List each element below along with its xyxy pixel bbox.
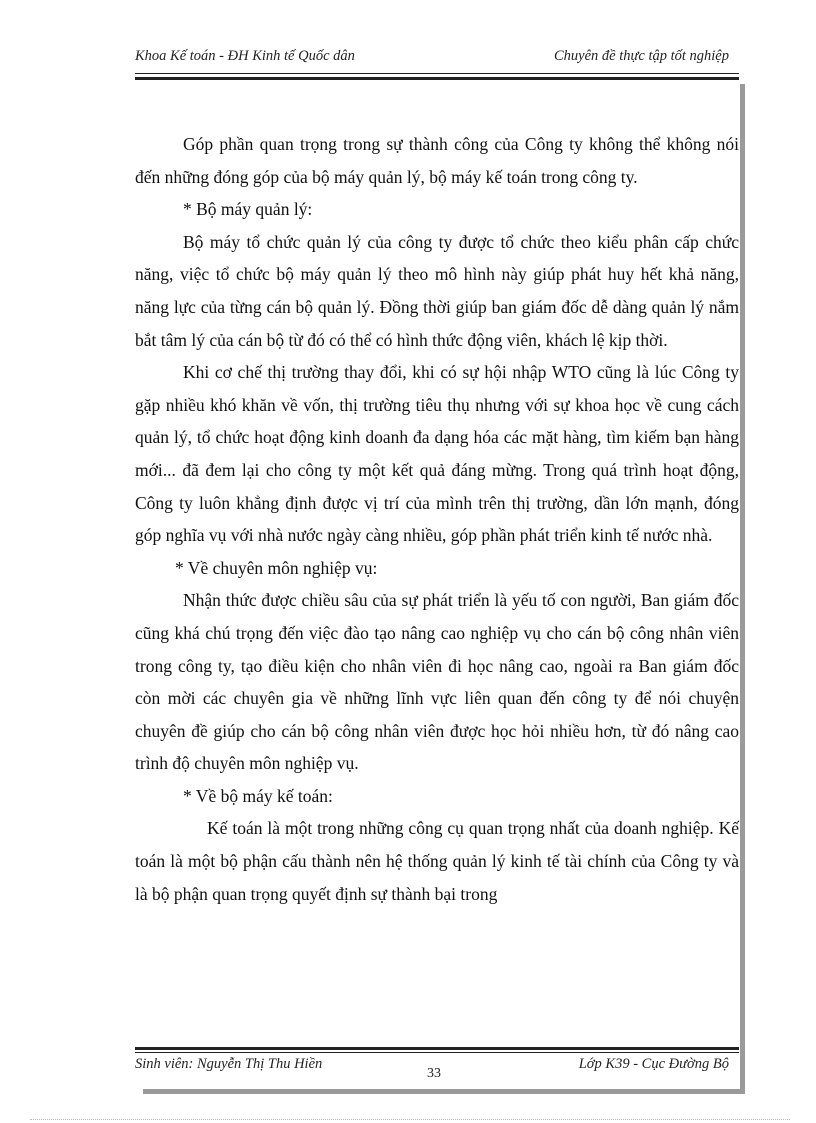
header-report-title: Chuyên đề thực tập tốt nghiệp xyxy=(553,48,729,64)
footer-student-name: Sinh viên: Nguyễn Thị Thu Hiền xyxy=(135,1056,323,1072)
header-faculty: Khoa Kế toán - ĐH Kinh tế Quốc dân xyxy=(135,48,355,64)
page-number: 33 xyxy=(427,1066,441,1081)
footer-class: Lớp K39 - Cục Đường Bộ xyxy=(578,1056,729,1072)
heading-accounting: * Về bộ máy kế toán: xyxy=(183,785,333,806)
paragraph-accounting: Kế toán là một trong những công cụ quan trọng nhất của doanh nghiệp. Kế toán là một bộ phận cấu thành nên hệ thống quản lý kinh tế tài chính của Công ty và là bộ phận quan trọng quyết định sự thành bại trong xyxy=(135,818,739,904)
footer-rule-thick xyxy=(135,1047,739,1050)
footer-rule-thin xyxy=(135,1052,739,1053)
page-header xyxy=(135,48,739,70)
heading-management: * Bộ máy quản lý: xyxy=(183,199,313,220)
page-edge-dotted xyxy=(30,1119,790,1120)
header-rule-thick xyxy=(135,77,739,80)
heading-expertise: * Về chuyên môn nghiệp vụ: xyxy=(175,557,378,578)
page-shadow-right xyxy=(740,84,745,1094)
body-text xyxy=(135,128,739,910)
header-rule-thin xyxy=(135,73,739,74)
paragraph-management: Bộ máy tổ chức quản lý của công ty được tổ chức theo kiểu phân cấp chức năng, việc tổ chức bộ máy quản lý theo mô hình này giúp phát huy hết khả năng, năng lực của từng cán bộ quản lý. Đồng thời giúp ban giám đốc dễ dàng quản lý nắm bắt tâm lý của cán bộ từ đó có thể có hình thức động viên, khách lệ kịp thời. xyxy=(135,231,739,350)
paragraph-expertise: Nhận thức được chiều sâu của sự phát triển là yếu tố con người, Ban giám đốc cũng khá chú trọng đến việc đào tạo nâng cao nghiệp vụ cho cán bộ công nhân viên trong công ty, tạo điều kiện cho nhân viên đi học nâng cao, ngoài ra Ban giám đốc còn mời các chuyên gia về những lĩnh vực liên quan đến công ty để nói chuyện chuyên đề giúp cho cán bộ công nhân viên được học hỏi nhiều hơn, từ đó nâng cao trình độ chuyên môn nghiệp vụ. xyxy=(135,590,739,774)
paragraph-market: Khi cơ chế thị trường thay đổi, khi có sự hội nhập WTO cũng là lúc Công ty gặp nhiều khó khăn về vốn, thị trường tiêu thụ nhưng với sự khoa học về cung cách quản lý, tổ chức hoạt động kinh doanh đa dạng hóa các mặt hàng, tìm kiếm bạn hàng mới... đã đem lại cho công ty một kết quả đáng mừng. Trong quá trình hoạt động, Công ty luôn khẳng định được vị trí của mình trên thị trường, dần lớn mạnh, đóng góp nghĩa vụ với nhà nước ngày càng nhiều, góp phần phát triển kinh tế nước nhà. xyxy=(135,362,739,546)
page-shadow-bottom xyxy=(143,1089,745,1094)
paragraph-intro: Góp phần quan trọng trong sự thành công của Công ty không thể không nói đến những đóng góp của bộ máy quản lý, bộ máy kế toán trong công ty. xyxy=(135,134,739,187)
page-footer xyxy=(135,1056,739,1086)
